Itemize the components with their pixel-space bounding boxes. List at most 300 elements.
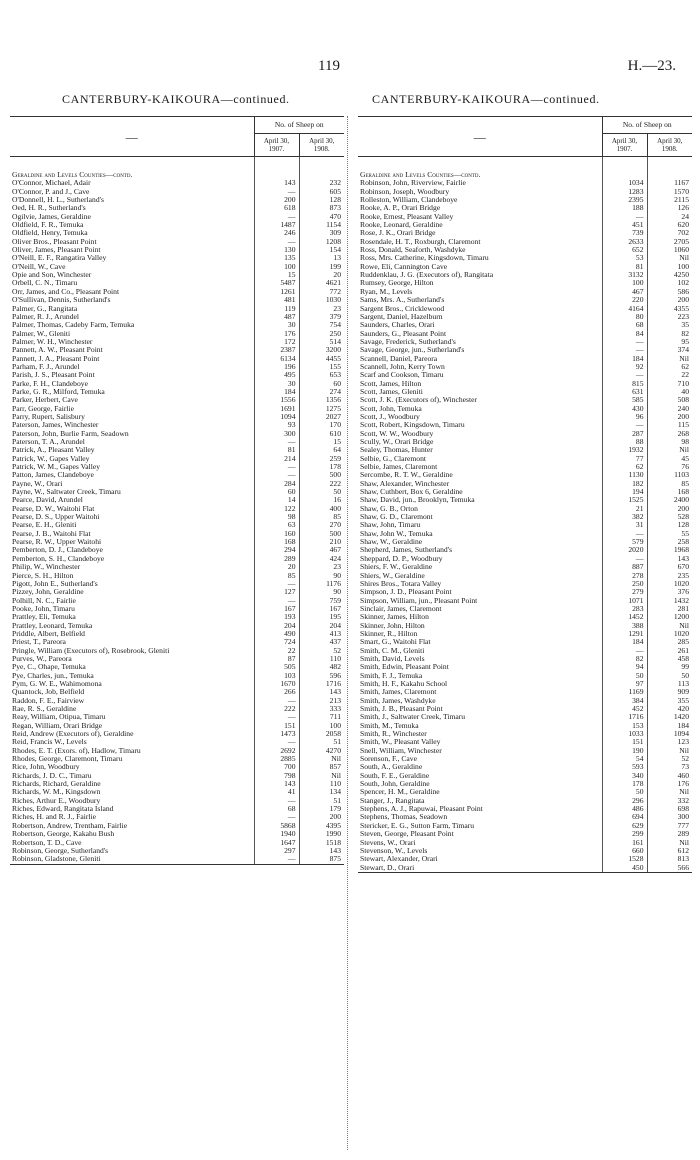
owner-name: Oldfield, F. R., Temuka [12,221,84,230]
table-row [10,305,344,313]
owner-name: Shaw, Cuthbert, Box 6, Geraldine [360,488,463,497]
table-row [358,680,692,688]
table-row [10,830,344,838]
sheep-1908: 259 [299,455,344,463]
table-row [10,697,344,705]
owner-name: Robertson, Andrew, Trentham, Fairlie [12,821,128,830]
sheep-1907: 97 [602,680,647,688]
sheep-1907: 1716 [602,713,647,721]
owner-name: Smith, J. B., Pleasant Point [360,705,443,713]
owner-name: Parry, Rupert, Salisbury [12,412,85,421]
sheep-1908: 420 [647,705,692,713]
sheep-1907: 21 [602,505,647,513]
sheep-1907: 54 [602,755,647,763]
owner-name: Shaw, John W., Temuka [360,529,433,538]
table-row [10,204,344,212]
sheep-1908: 60 [299,380,344,388]
sheep-1907: 4164 [602,305,647,313]
table-row [10,480,344,488]
table-row [358,613,692,621]
sheep-1907: 585 [602,396,647,404]
table-row [358,747,692,755]
sheep-1907: — [254,797,299,805]
sheep-1908: 51 [299,797,344,805]
sheep-1907: 81 [254,446,299,454]
sheep-1907: 53 [602,254,647,262]
owner-name: Reid, Andrew (Executors of), Geraldine [12,730,134,739]
owner-name: Priddle, Albert, Belfield [12,629,85,638]
sheep-1908: 1518 [299,839,344,847]
sheep-1907: 631 [602,388,647,396]
owner-name: Sinclair, James, Claremont [360,604,442,613]
table-row [358,597,692,605]
table-row [10,813,344,821]
sheep-1907: 122 [254,505,299,513]
owner-name: Scully, W., Orari Bridge [360,438,434,446]
sheep-1908: 95 [647,338,692,346]
right-table-container [358,116,692,873]
sheep-1907: 618 [254,204,299,212]
sheep-1908: 154 [299,246,344,254]
sheep-1908: 702 [647,229,692,237]
sheep-1908: 333 [299,705,344,713]
sheep-1907: 30 [254,321,299,329]
sheep-1908: 4355 [647,305,692,313]
sheep-1907: 94 [602,663,647,671]
sheep-1908: 610 [299,430,344,438]
table-row [10,730,344,738]
sheep-1907: 887 [602,563,647,571]
sheep-1908: 90 [299,588,344,596]
sheep-1907: — [602,555,647,563]
table-row [358,655,692,663]
owner-name: Prattley, Eli, Temuka [12,613,76,622]
table-row [358,697,692,705]
sheep-1907: 2395 [602,196,647,204]
sheep-1908: 240 [647,405,692,413]
owner-name: Oliver Bros., Pleasant Point [12,237,97,246]
table-row [10,705,344,713]
sheep-1907: 1034 [602,179,647,187]
table-row [10,655,344,663]
name-column-header: — [10,117,254,157]
table-row [358,396,692,404]
sheep-1907: 382 [602,513,647,521]
sheep-1908: 179 [299,805,344,813]
sheep-1907: 176 [254,330,299,338]
table-row [10,622,344,630]
owner-name: Rhodes, E. T. (Exors. of), Hadlow, Timaru [12,746,141,755]
sheep-1908: 777 [647,822,692,830]
sheep-1908: 670 [647,563,692,571]
table-row [358,763,692,771]
table-row [358,638,692,646]
sheep-1908: 698 [647,805,692,813]
table-row [10,229,344,237]
sheep-1908: 128 [647,521,692,529]
owner-name: Robinson, Joseph, Woodbury [360,187,450,196]
table-row [358,204,692,212]
sheep-1907: 77 [602,455,647,463]
owner-name: Shepherd, James, Sutherland's [360,546,453,555]
owner-name: Stevens, W., Orari [360,838,416,847]
sheep-1907: 200 [254,196,299,204]
table-row [10,346,344,354]
owner-name: Savage, Frederick, Sutherland's [360,337,456,346]
owner-name: Shiers, W., Geraldine [360,571,425,580]
sheep-1907: — [254,213,299,221]
sheep-1907: 20 [254,563,299,571]
table-row [358,572,692,580]
table-row [10,455,344,463]
sheep-1907: 184 [602,355,647,363]
owner-name: Smart, G., Waitohi Flat [360,638,431,647]
sheep-1907: — [602,346,647,354]
owner-name: Pearse, D. S., Upper Waitohi [12,513,100,522]
table-row [358,830,692,838]
owner-name: Rooke, Ernest, Pleasant Valley [360,212,454,221]
sheep-1908: 213 [299,697,344,705]
table-row [358,313,692,321]
sheep-1907: 1130 [602,471,647,479]
sheep-1907: 384 [602,697,647,705]
sheep-1908: 232 [299,179,344,187]
sheep-1907: 127 [254,588,299,596]
owner-name: Pye, C., Ohape, Temuka [12,663,86,672]
sheep-1907: 22 [254,647,299,655]
owner-name: Richards, J. D. C., Timaru [12,771,92,780]
sheep-1908: 210 [299,538,344,546]
sheep-1908: 40 [647,388,692,396]
sheep-1908: 2115 [647,196,692,204]
sheep-1908: 24 [647,213,692,221]
owner-name: Richards, W. M., Kingsdown [12,788,101,797]
table-row [358,630,692,638]
sheep-1908: Nil [647,839,692,847]
owner-name: Robinson, John, Riverview, Fairlie [360,179,466,188]
sheep-1907: 143 [254,780,299,788]
sheep-1907: 250 [602,580,647,588]
owner-name: Smith, James, Washdyke [360,696,436,705]
sheep-1907: 204 [254,622,299,630]
table-row [358,672,692,680]
owner-name: Paterson, James, Winchester [12,421,99,430]
sheep-1908: 857 [299,763,344,771]
sheep-1907: 60 [254,488,299,496]
sheep-1908: 110 [299,655,344,663]
sheep-1907: 193 [254,613,299,621]
sheep-1907: 1283 [602,188,647,196]
owner-name: Scott, J., Woodbury [360,412,420,421]
sheep-1908: 653 [299,371,344,379]
table-row [10,647,344,655]
owner-name: Sargent, Daniel, Hazelburn [360,312,443,321]
owner-name: Rolleston, William, Clandeboye [360,196,458,205]
sheep-1908: 4250 [647,271,692,279]
table-row [358,279,692,287]
table-row [10,388,344,396]
sheep-1907: 452 [602,705,647,713]
sheep-1908: 508 [647,396,692,404]
owner-name: Smith, J., Saltwater Creek, Timaru [360,713,466,722]
section-heading: Geraldine and Levels Counties—contd. [360,171,481,179]
table-row [358,847,692,855]
owner-name: Stewart, D., Orari [358,864,602,873]
table-row [358,446,692,454]
sheep-1907: — [254,738,299,746]
sheep-1907: 629 [602,822,647,830]
right-column-heading: CANTERBURY-KAIKOURA—continued. [372,92,600,106]
sheep-1907: 593 [602,763,647,771]
sheep-1908: 82 [647,330,692,338]
sheep-1907: 167 [254,605,299,613]
owner-name: Snell, William, Winchester [360,746,442,755]
sheep-1908: 1020 [647,580,692,588]
sheep-1907: 388 [602,622,647,630]
page-reference: H.—23. [627,58,676,74]
table-row [358,380,692,388]
sheep-1907: — [254,855,299,864]
sheep-1908: Nil [299,755,344,763]
sheep-1908: 35 [647,321,692,329]
owner-name: Scott, J. K. (Executors of), Winchester [360,396,478,405]
col-1907-header: April 30, 1907. [254,134,299,157]
owner-name: Paterson, T. A., Arundel [12,438,85,446]
sheep-1907: 2692 [254,747,299,755]
owner-name: Sorenson, F., Cave [360,755,417,764]
sheep-1907: 92 [602,363,647,371]
table-row [358,513,692,521]
sheep-1907: 340 [602,772,647,780]
owner-name: Parke, F. H., Clandeboye [12,379,88,388]
table-row [10,196,344,204]
table-row [10,213,344,221]
sheep-1907: 190 [602,747,647,755]
owner-name: Rae, R. S., Geraldine [12,705,77,713]
owner-name: Savage, George, jun., Sutherland's [360,346,465,355]
table-row [10,355,344,363]
sheep-1907: 15 [254,271,299,279]
table-row [358,713,692,721]
table-row [10,772,344,780]
table-row [358,730,692,738]
table-row [358,521,692,529]
sheep-1907: 220 [602,296,647,304]
sheep-1907: — [602,530,647,538]
table-row [10,530,344,538]
owner-name: Parker, Herbert, Cave [12,396,78,405]
sheep-1908: 4270 [299,747,344,755]
owner-name: Shaw, W., Geraldine [360,538,423,547]
sheep-1908: 1208 [299,238,344,246]
table-row [10,463,344,471]
sheep-1908: 128 [299,196,344,204]
table-row [358,421,692,429]
sheep-1908: 482 [299,663,344,671]
owner-name: Smith, Edwin, Pleasant Point [360,663,449,672]
table-row [10,563,344,571]
sheep-1908: 167 [299,605,344,613]
owner-name: South, F. E., Geraldine [360,771,430,780]
sheep-1908: 3200 [299,346,344,354]
table-row [358,505,692,513]
owner-name: Scott, John, Temuka [360,404,422,413]
sheep-1908: 50 [647,672,692,680]
table-row [10,521,344,529]
sheep-1907: 1094 [254,413,299,421]
sheep-1908: 596 [299,672,344,680]
sheep-1908: 285 [647,638,692,646]
table-row [10,855,344,864]
table-row [358,430,692,438]
owner-name: Oed, H. R., Sutherland's [12,204,86,213]
sheep-1908: 100 [299,722,344,730]
owner-name: Sargent Bros., Cricklewood [360,304,445,313]
sheep-1907: 495 [254,371,299,379]
table-row [358,438,692,446]
owner-name: Payne, W., Saltwater Creek, Timaru [12,488,121,497]
owner-name: Sams, Mrs. A., Sutherland's [360,296,445,305]
owner-name: Stericker, E. G., Sutton Farm, Timaru [360,821,475,830]
sheep-1908: 184 [647,722,692,730]
table-row [358,555,692,563]
sheep-1907: 135 [254,254,299,262]
sheep-1907: 700 [254,763,299,771]
table-row [358,238,692,246]
sheep-1907: — [254,813,299,821]
sheep-1907: — [602,338,647,346]
sheep-1908: Nil [647,747,692,755]
table-row [358,864,692,873]
table-row [10,221,344,229]
table-row [358,296,692,304]
owner-name: Saunders, G., Pleasant Point [360,329,447,338]
table-row [358,822,692,830]
table-row [10,738,344,746]
table-row [358,471,692,479]
owner-name: Patrick, W., Gapes Valley [12,454,90,463]
right-sheep-table [358,116,692,873]
owner-name: Pannett, J. A., Pleasant Point [12,354,100,363]
table-row [10,546,344,554]
col-1908-header: April 30, 1908. [647,134,692,157]
table-row [358,663,692,671]
sheep-1908: 98 [647,438,692,446]
sheep-1907: 41 [254,788,299,796]
sheep-1907: 724 [254,638,299,646]
sheep-1908: 1103 [647,471,692,479]
table-row [358,772,692,780]
owner-name: O'Connor, Michael, Adair [12,179,91,188]
table-row [10,688,344,696]
owner-name: Steven, George, Pleasant Point [360,830,454,839]
sheep-1908: 258 [647,538,692,546]
sheep-1908: 13 [299,254,344,262]
sheep-1907: 31 [602,521,647,529]
sheep-1908: 199 [299,263,344,271]
owner-name: Smith, David, Levels [360,654,425,663]
owner-name: Skinner, John, Hilton [360,621,425,630]
table-row [10,722,344,730]
owner-name: Simpson, William, jun., Pleasant Point [360,596,478,605]
owner-name: Rose, J. K., Orari Bridge [360,229,436,238]
sheep-1907: — [254,597,299,605]
owner-name: Robertson, George, Kakahu Bush [12,830,115,839]
sheep-1908: 261 [647,647,692,655]
sheep-1908: 772 [299,288,344,296]
table-row [10,588,344,596]
owner-name: Pizzey, John, Geraldine [12,588,84,597]
owner-name: Orr, James, and Co., Pleasant Point [12,287,120,296]
sheep-1908: 45 [647,455,692,463]
sheep-1907: 1291 [602,630,647,638]
table-row [10,847,344,855]
sheep-1908: 374 [647,346,692,354]
owner-name: Richards, Richard, Geraldine [12,780,101,789]
sheep-1907: 289 [254,555,299,563]
sheep-1908: 759 [299,597,344,605]
sheep-1907: 68 [602,321,647,329]
sheep-1908: 134 [299,788,344,796]
owner-name: Parke, G. R., Milford, Temuka [12,387,105,396]
sheep-1907: 80 [602,313,647,321]
sheep-1908: Nil [299,772,344,780]
sheep-1908: 62 [647,363,692,371]
owner-name: Ross, Mrs. Catherine, Kingsdown, Timaru [360,254,489,263]
owner-name: Skinner, R., Hilton [360,629,418,638]
owner-name: Pearse, R. W., Upper Waitohi [12,538,102,547]
sheep-1908: 1968 [647,546,692,554]
sheep-1907: 222 [254,705,299,713]
sheep-1907: 1169 [602,688,647,696]
owner-name: Stephens, A. J., Rapuwai, Pleasant Point [360,805,483,814]
left-sheep-table [10,116,344,865]
owner-name: Palmer, R. J., Arundel [12,312,79,321]
sheep-1908: 73 [647,763,692,771]
sheep-1908: 437 [299,638,344,646]
table-row [10,805,344,813]
table-row [358,405,692,413]
owner-name: Pearse, E. H., Gleniti [12,521,77,530]
sheep-1907: 214 [254,455,299,463]
table-row [10,313,344,321]
sheep-1908: 20 [299,271,344,279]
sheep-1908: 113 [647,680,692,688]
sheep-1907: 153 [602,722,647,730]
sheep-1908: 376 [647,588,692,596]
owner-name: Shaw, G. B., Orton [360,504,418,513]
spacer-row [358,157,692,172]
sheep-1907: 1670 [254,680,299,688]
table-row [358,839,692,847]
owner-name: Smith, W., Pleasant Valley [360,738,441,747]
sheep-1908: 15 [299,438,344,446]
owner-name: Shaw, Alexander, Winchester [360,479,450,488]
table-row [10,580,344,588]
owner-name: Pooke, John, Timaru [12,604,75,613]
owner-name: Scarf and Cookson, Timaru [360,371,444,380]
spacer-row [10,157,344,172]
sheep-1908: 1200 [647,613,692,621]
table-row [10,555,344,563]
owner-name: Shaw, John, Timaru [360,521,421,530]
sheep-1908: 223 [647,313,692,321]
sheep-1907: — [254,697,299,705]
sheep-1908: 2027 [299,413,344,421]
sheep-1908: 711 [299,713,344,721]
sheep-1907: 296 [602,797,647,805]
sheep-1908: 52 [647,755,692,763]
